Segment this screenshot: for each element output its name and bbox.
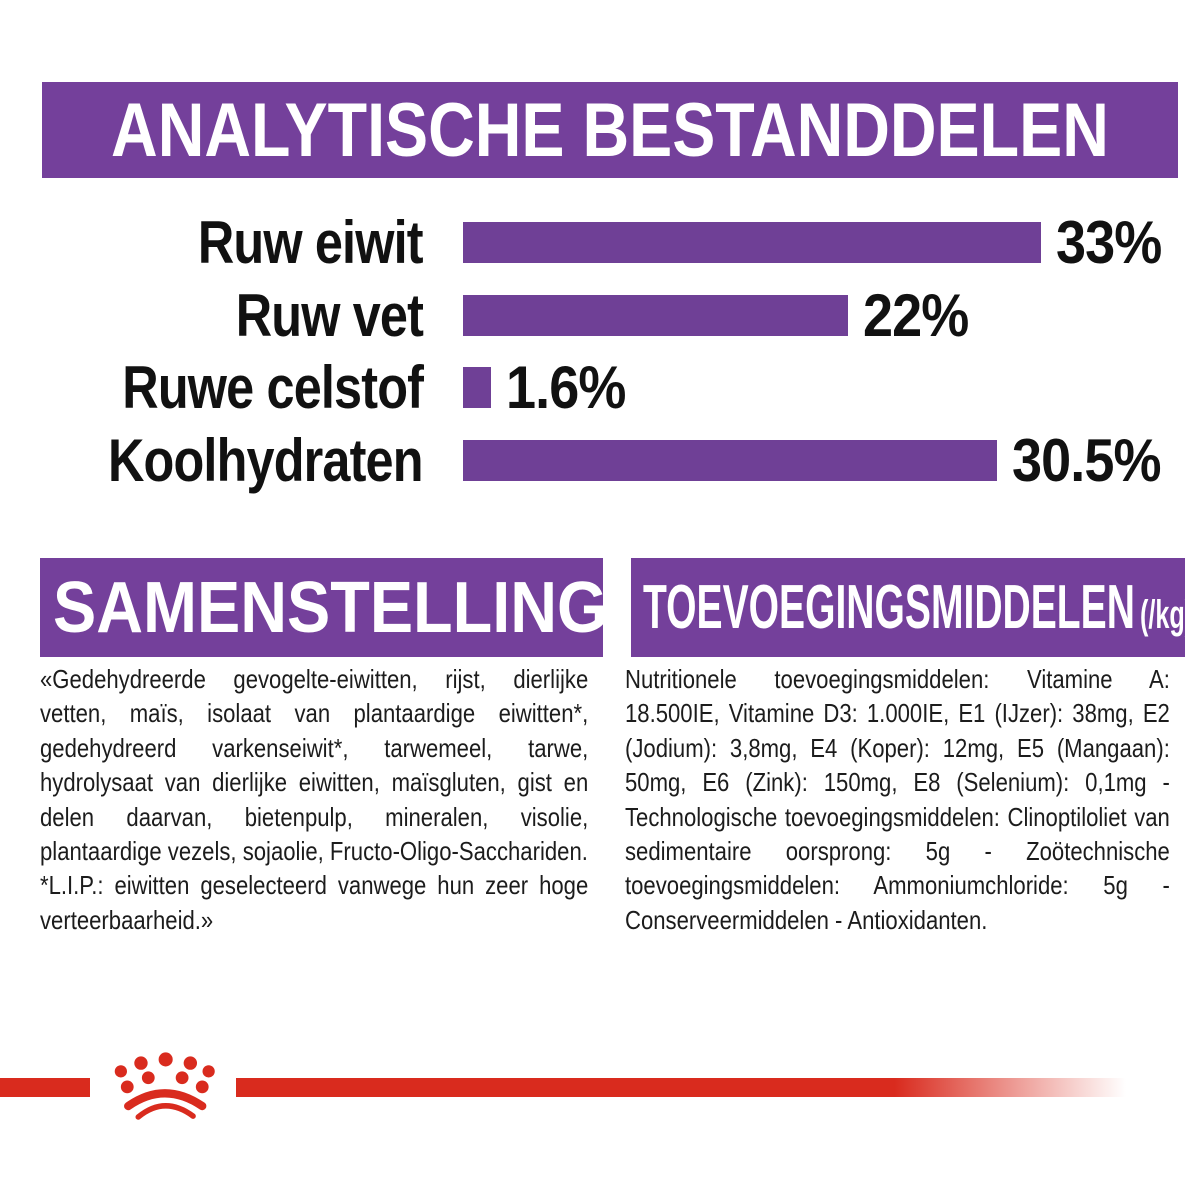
- bar-value-text: 30.5%: [1012, 427, 1161, 494]
- bar-category-label: [40, 426, 423, 495]
- additives-paragraph: Nutritionele toevoegingsmiddelen: Vitamine A: 18.500IE, Vitamine D3: 1.000IE, E1 (IJzer): 38mg, E2 (Jodium): 3,8mg, E4 (Koper): 12mg, E5 (Mangaan): 50mg, E6 (Zink): 150mg, E8 (Selenium): 0,1mg - Technologische toevoegingsmiddelen: Clinoptiloliet van sedimentaire oorsprong: 5g - Zoötechnische toevoegingsmiddelen: Ammoniumchloride: 5g - Conserveermiddelen - Antioxidanten.: [625, 664, 1170, 935]
- composition-text: [40, 662, 588, 937]
- bar: [463, 440, 997, 481]
- additives-header-banner: [631, 558, 1194, 657]
- bar-category-text: Ruwe celstof: [122, 354, 423, 421]
- bar-value-text: 1.6%: [506, 354, 626, 421]
- composition-footnote: *L.I.P.: eiwitten geselecteerd vanwege hun zeer hoge verteerbaarheid.»: [40, 870, 589, 935]
- chart-row: [40, 354, 639, 421]
- bar-category-text: Ruw vet: [235, 282, 423, 349]
- footer-accent-line-right: [236, 1078, 1126, 1097]
- bar-value-label: [506, 353, 639, 422]
- bar-value-label: [1012, 426, 1177, 495]
- footer-accent-line-left: [0, 1078, 90, 1097]
- additives-text: [625, 662, 1170, 937]
- bar-category-label: [40, 353, 423, 422]
- additives-title-wrap: [643, 572, 1193, 643]
- bar: [463, 222, 1041, 263]
- bar-value-text: 33%: [1056, 209, 1162, 276]
- bar: [463, 367, 491, 408]
- bar-value-label: [863, 281, 980, 350]
- additives-title: TOEVOEGINGSMIDDELEN: [643, 573, 1135, 642]
- bar: [463, 295, 848, 336]
- composition-title: SAMENSTELLING: [53, 567, 608, 648]
- composition-paragraph: «Gedehydreerde gevogelte-eiwitten, rijst, dierlijke vetten, maïs, isolaat van plantaardige eiwitten*, gedehydreerd varkenseiwit*, tarwemeel, tarwe, hydrolysaat van dierlijke eiwitten, maïsgluten, gist en delen daarvan, bietenpulp, mineralen, visolie, plantaardige vezels, sojaolie, Fructo-Oligo-Sacchariden.: [40, 664, 589, 867]
- nutrition-bar-chart: [40, 209, 1180, 494]
- chart-row: [40, 209, 1173, 276]
- royal-canin-crown-logo: [98, 1042, 226, 1129]
- analytical-header-banner: [42, 82, 1178, 178]
- bar-category-label: [40, 208, 423, 277]
- page-title: ANALYTISCHE BESTANDDELEN: [111, 87, 1109, 173]
- bar-value-label: [1056, 208, 1173, 277]
- bar-category-label: [40, 281, 423, 350]
- composition-header-banner: [40, 558, 608, 657]
- additives-unit-label: (/kg): [1139, 593, 1194, 637]
- bar-value-text: 22%: [863, 282, 969, 349]
- bar-category-text: Koolhydraten: [108, 427, 423, 494]
- chart-row: [40, 427, 1177, 494]
- bar-category-text: Ruw eiwit: [198, 209, 423, 276]
- chart-row: [40, 282, 980, 349]
